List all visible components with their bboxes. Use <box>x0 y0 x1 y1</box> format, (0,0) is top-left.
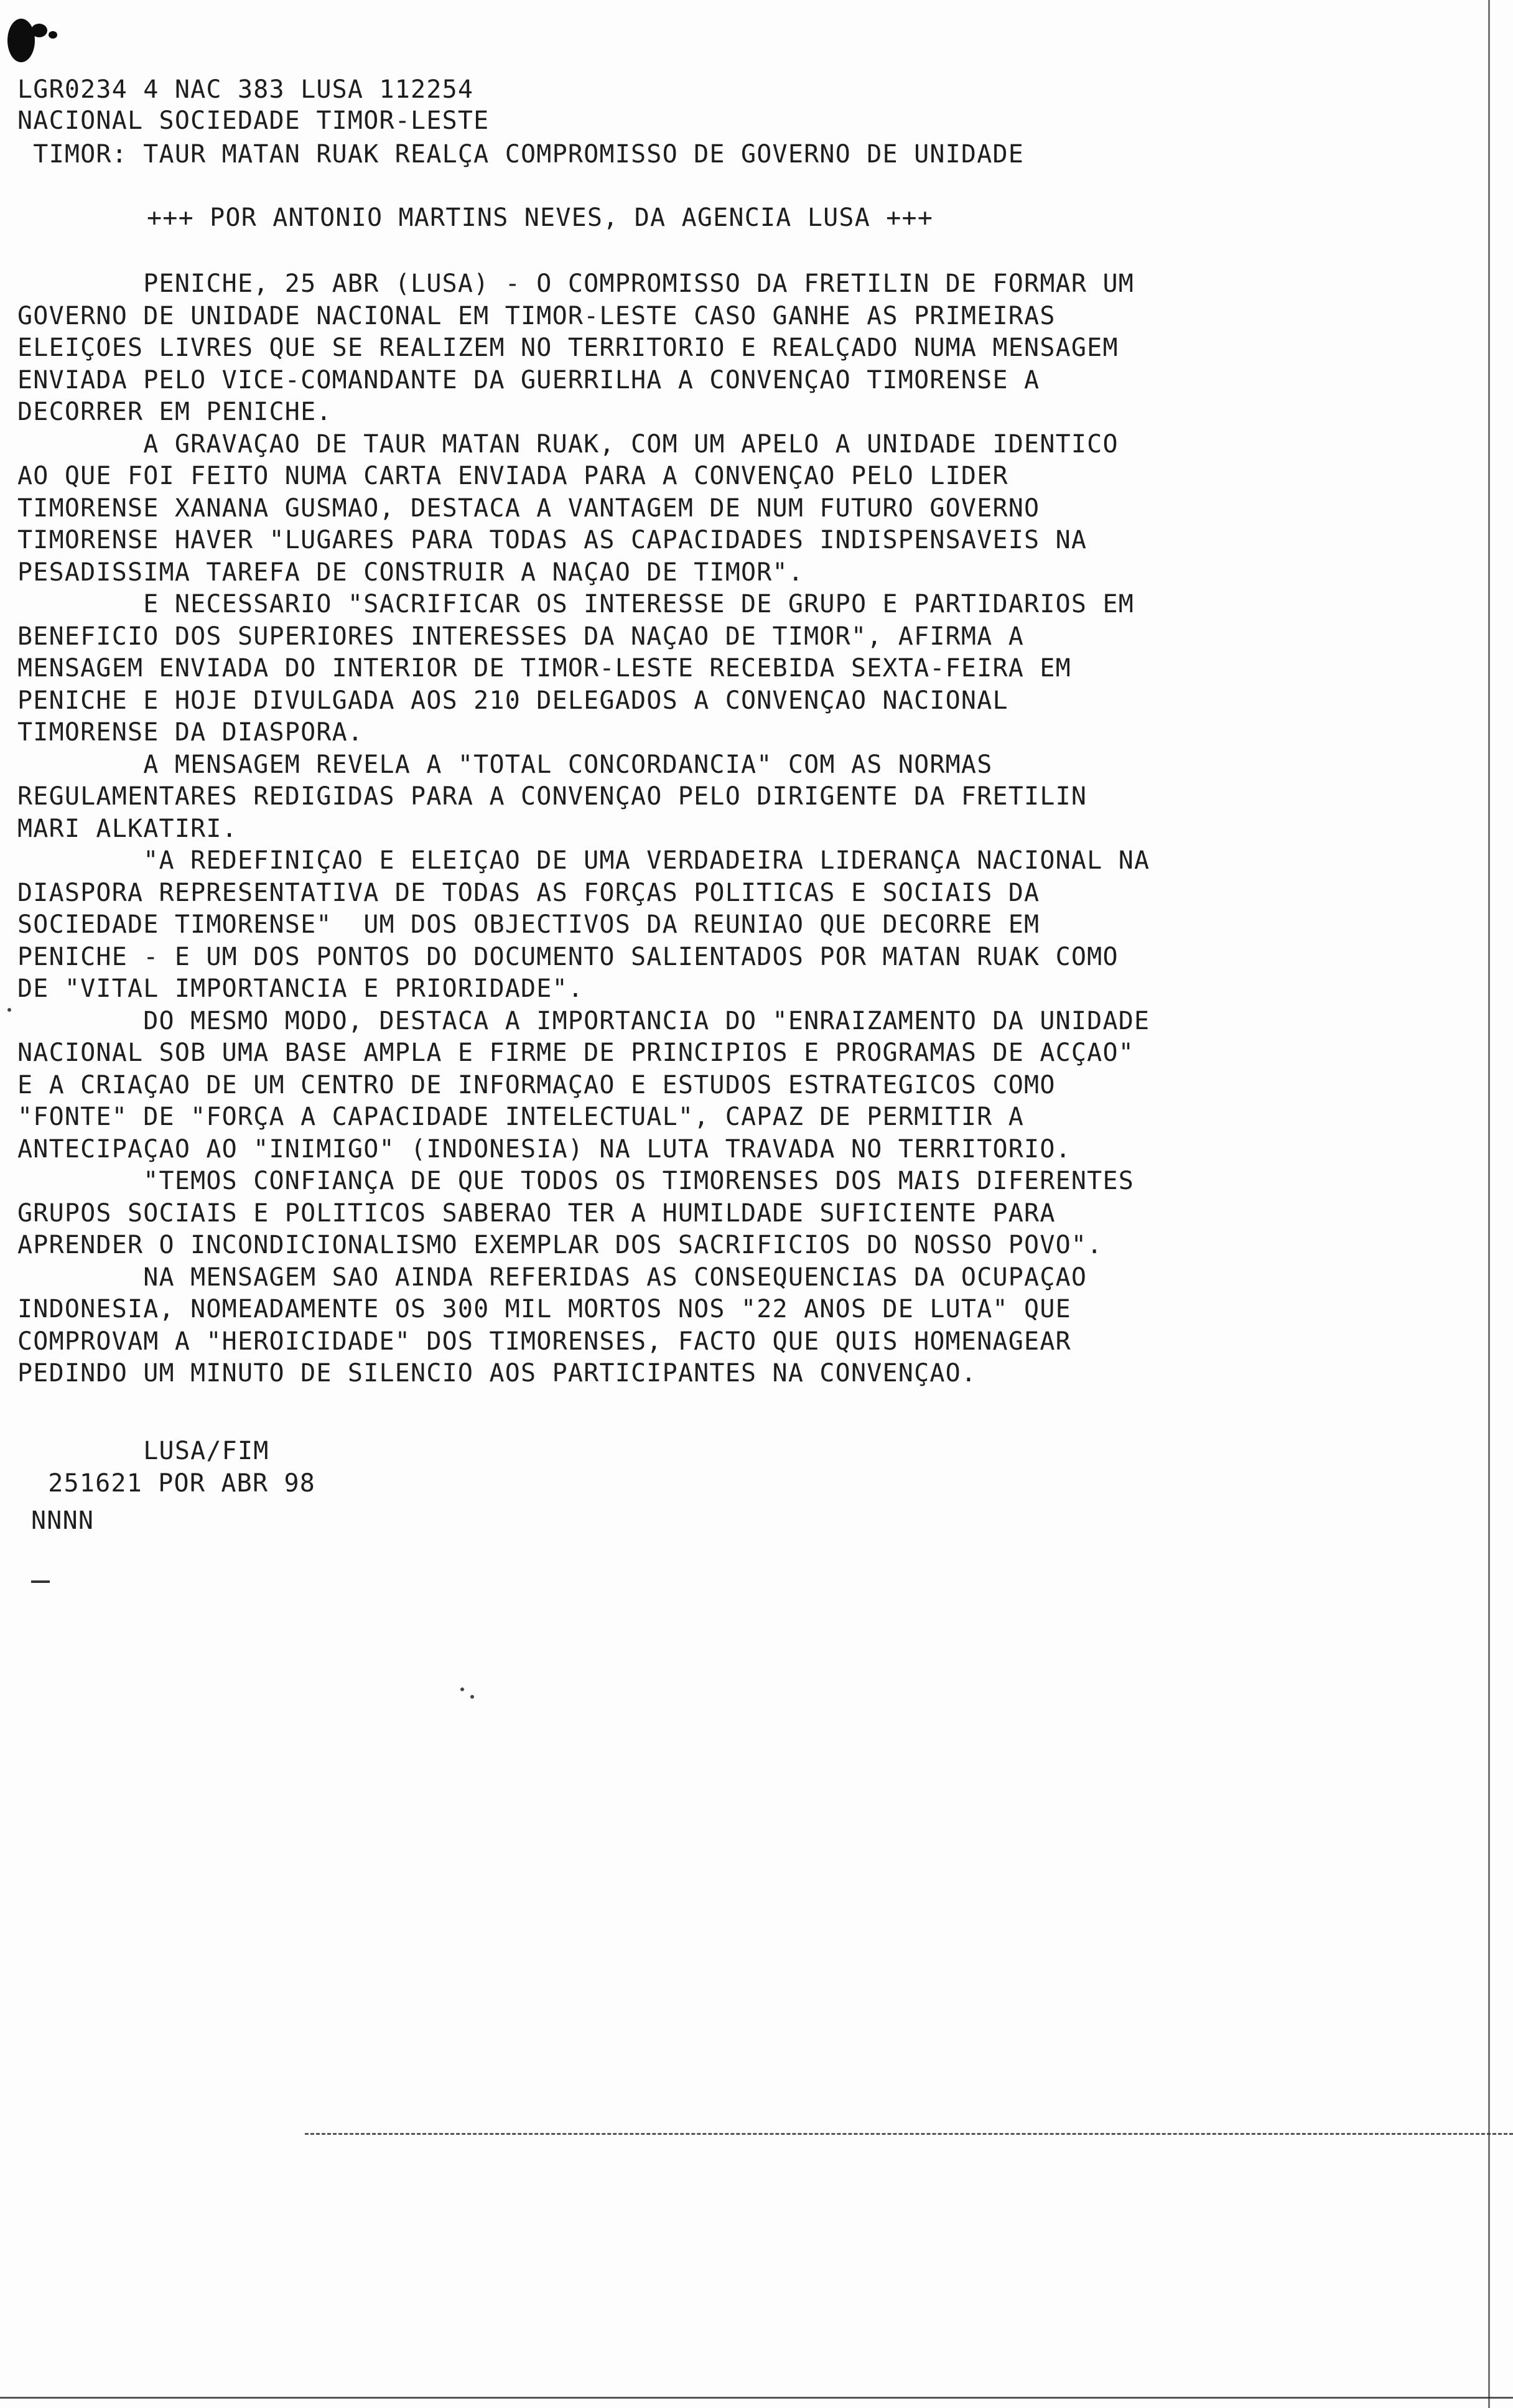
body-line: COMPROVAM A "HEROICIDADE" DOS TIMORENSES, FACTO QUE QUIS HOMENAGEAR <box>17 1327 1071 1356</box>
scan-speck <box>470 1695 474 1699</box>
body-line: BENEFICIO DOS SUPERIORES INTERESSES DA NAÇAO DE TIMOR", AFIRMA A <box>17 622 1025 651</box>
body-line: "FONTE" DE "FORÇA A CAPACIDADE INTELECTUAL", CAPAZ DE PERMITIR A <box>17 1103 1025 1131</box>
body-line: SOCIEDADE TIMORENSE" UM DOS OBJECTIVOS DA REUNIAO QUE DECORRE EM <box>17 910 1040 939</box>
body-line: TIMORENSE HAVER "LUGARES PARA TODAS AS CAPACIDADES INDISPENSAVEIS NA <box>17 526 1087 554</box>
body-line: PENICHE, 25 ABR (LUSA) - O COMPROMISSO DA FRETILIN DE FORMAR UM <box>17 269 1135 298</box>
body-line: TIMORENSE DA DIASPORA. <box>17 718 364 747</box>
ink-blot <box>31 24 47 37</box>
wire-header-category: NACIONAL SOCIEDADE TIMOR-LESTE <box>17 106 490 135</box>
byline: +++ POR ANTONIO MARTINS NEVES, DA AGENCIA LUSA +++ <box>147 203 934 232</box>
body-line: APRENDER O INCONDICIONALISMO EXEMPLAR DOS SACRIFICIOS DO NOSSO POVO". <box>17 1231 1103 1259</box>
body-line: "TEMOS CONFIANÇA DE QUE TODOS OS TIMORENSES DOS MAIS DIFERENTES <box>17 1167 1135 1195</box>
body-line: PENICHE E HOJE DIVULGADA AOS 210 DELEGADOS A CONVENÇAO NACIONAL <box>17 686 1008 715</box>
body-line: DECORRER EM PENICHE. <box>17 398 332 426</box>
body-line: AO QUE FOI FEITO NUMA CARTA ENVIADA PARA A CONVENÇAO PELO LIDER <box>17 462 1008 490</box>
body-line: PESADISSIMA TAREFA DE CONSTRUIR A NAÇAO DE TIMOR". <box>17 558 804 587</box>
headline: TIMOR: TAUR MATAN RUAK REALÇA COMPROMISSO DE GOVERNO DE UNIDADE <box>17 140 1025 169</box>
body-line: PENICHE - E UM DOS PONTOS DO DOCUMENTO SALIENTADOS POR MATAN RUAK COMO <box>17 943 1119 971</box>
body-line: MARI ALKATIRI. <box>17 814 238 843</box>
scan-speck <box>460 1687 464 1691</box>
end-marker: NNNN <box>31 1506 95 1535</box>
dispatch-timestamp: 251621 POR ABR 98 <box>32 1469 316 1498</box>
scan-speck <box>7 1008 11 1012</box>
ink-blot <box>7 19 35 62</box>
body-line: GOVERNO DE UNIDADE NACIONAL EM TIMOR-LESTE CASO GANHE AS PRIMEIRAS <box>17 302 1056 330</box>
body-line: ANTECIPAÇAO AO "INIMIGO" (INDONESIA) NA LUTA TRAVADA NO TERRITORIO. <box>17 1135 1071 1164</box>
body-line: "A REDEFINIÇAO E ELEIÇAO DE UMA VERDADEIRA LIDERANÇA NACIONAL NA <box>17 846 1150 875</box>
body-line: A GRAVAÇAO DE TAUR MATAN RUAK, COM UM APELO A UNIDADE IDENTICO <box>17 430 1119 459</box>
body-line: REGULAMENTARES REDIGIDAS PARA A CONVENÇAO PELO DIRIGENTE DA FRETILIN <box>17 782 1087 811</box>
body-line: INDONESIA, NOMEADAMENTE OS 300 MIL MORTOS NOS "22 ANOS DE LUTA" QUE <box>17 1295 1071 1323</box>
body-line: A MENSAGEM REVELA A "TOTAL CONCORDANCIA" COM AS NORMAS <box>17 750 993 779</box>
wire-header-code: LGR0234 4 NAC 383 LUSA 112254 <box>17 75 474 104</box>
body-line: E NECESSARIO "SACRIFICAR OS INTERESSE DE GRUPO E PARTIDARIOS EM <box>17 590 1135 618</box>
body-line: E A CRIAÇAO DE UM CENTRO DE INFORMAÇAO E ESTUDOS ESTRATEGICOS COMO <box>17 1071 1056 1099</box>
body-line: MENSAGEM ENVIADA DO INTERIOR DE TIMOR-LESTE RECEBIDA SEXTA-FEIRA EM <box>17 654 1071 683</box>
body-line: DO MESMO MODO, DESTACA A IMPORTANCIA DO "ENRAIZAMENTO DA UNIDADE <box>17 1007 1150 1035</box>
page-edge-right <box>1488 0 1490 2408</box>
dashed-separator <box>305 2133 1513 2135</box>
body-line: NA MENSAGEM SAO AINDA REFERIDAS AS CONSEQUENCIAS DA OCUPAÇAO <box>17 1263 1087 1292</box>
body-line: TIMORENSE XANANA GUSMAO, DESTACA A VANTAGEM DE NUM FUTURO GOVERNO <box>17 494 1040 523</box>
body-line: PEDINDO UM MINUTO DE SILENCIO AOS PARTICIPANTES NA CONVENÇAO. <box>17 1359 977 1388</box>
body-line: ENVIADA PELO VICE-COMANDANTE DA GUERRILHA A CONVENÇAO TIMORENSE A <box>17 366 1040 394</box>
page-edge-bottom <box>0 2397 1513 2399</box>
body-line: DE "VITAL IMPORTANCIA E PRIORIDADE". <box>17 974 584 1003</box>
margin-mark <box>31 1580 50 1583</box>
sign-off: LUSA/FIM <box>17 1437 269 1465</box>
body-line: DIASPORA REPRESENTATIVA DE TODAS AS FORÇAS POLITICAS E SOCIAIS DA <box>17 879 1040 907</box>
body-line: NACIONAL SOB UMA BASE AMPLA E FIRME DE PRINCIPIOS E PROGRAMAS DE ACÇAO" <box>17 1038 1135 1067</box>
ink-blot <box>49 31 57 39</box>
body-line: GRUPOS SOCIAIS E POLITICOS SABERAO TER A HUMILDADE SUFICIENTE PARA <box>17 1199 1056 1228</box>
body-line: ELEIÇOES LIVRES QUE SE REALIZEM NO TERRITORIO E REALÇADO NUMA MENSAGEM <box>17 334 1119 362</box>
